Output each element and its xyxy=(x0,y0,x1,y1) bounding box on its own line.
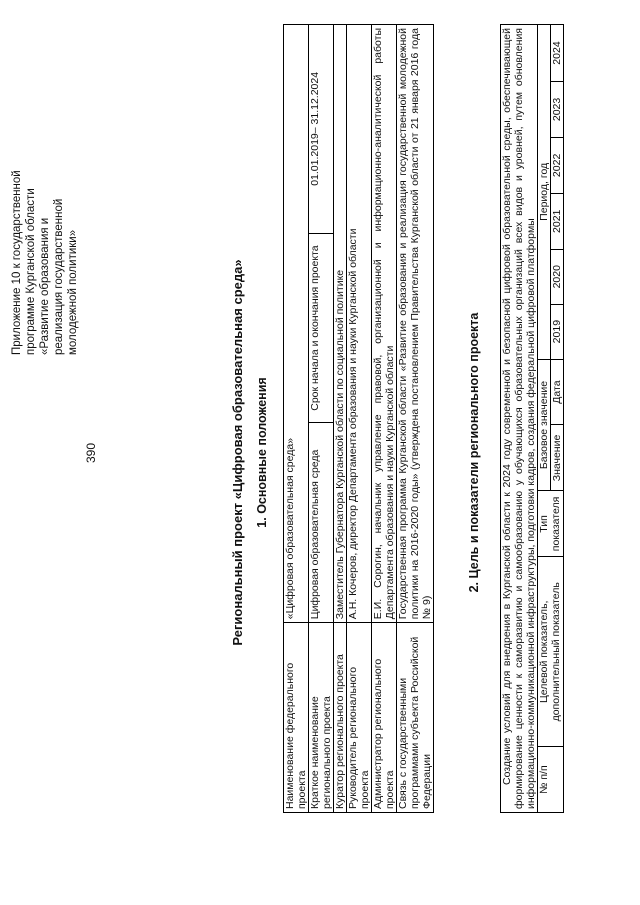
table-row xyxy=(309,25,334,813)
header-type: Тип показателя xyxy=(538,491,564,557)
header-row xyxy=(538,25,551,813)
appendix-note xyxy=(10,100,80,355)
appendix-line: молодежной политики» xyxy=(67,229,79,355)
appendix-line: программе Курганской области xyxy=(25,188,37,355)
header-year: 2021 xyxy=(551,193,564,249)
table-row xyxy=(347,25,372,813)
row-label: Куратор регионального проекта xyxy=(334,623,347,813)
section2-heading: 2. Цель и показатели регионального проекта xyxy=(467,312,481,593)
header-indicator: Целевой показатель, дополнительный показатель xyxy=(538,557,564,747)
table-row xyxy=(334,25,347,813)
header-date: Дата xyxy=(551,359,564,425)
row-label: Руководитель регионального проекта xyxy=(347,623,372,813)
header-num: № п/п xyxy=(538,747,564,813)
row-value: Е.И. Сорогин, начальник управление правовой, организационной и информационно-аналитической работы Департамента образования и науки Курганской области xyxy=(372,25,397,623)
term-value: 01.01.2019– 31.12.2024 xyxy=(309,25,334,234)
indicators-table xyxy=(500,24,564,813)
appendix-line: «Развитие образования и xyxy=(39,217,51,355)
header-value: Значение xyxy=(551,425,564,491)
short-name-value: Цифровая образовательная среда xyxy=(309,423,334,623)
row-label: Краткое наименование регионального проекта xyxy=(309,623,334,813)
row-value: Заместитель Губернатора Курганской области по социальной политике xyxy=(334,25,347,623)
main-provisions-table xyxy=(283,24,434,813)
section1-heading: 1. Основные положения xyxy=(255,377,269,528)
header-year: 2019 xyxy=(551,304,564,359)
header-base: Базовое значение xyxy=(538,359,551,491)
appendix-line: реализация государственной xyxy=(53,198,65,355)
header-year: 2022 xyxy=(551,137,564,193)
row-label: Связь с государственными программами субъекта Российской Федерации xyxy=(397,623,434,813)
row-value: А.Н. Кочеров, директор Департамента образования и науки Курганской области xyxy=(347,25,372,623)
header-year: 2020 xyxy=(551,249,564,304)
goal-row xyxy=(501,25,538,813)
table-row xyxy=(397,25,434,813)
table-row xyxy=(372,25,397,813)
term-label: Срок начала и окончания проекта xyxy=(309,233,334,423)
row-label: Наименование федерального проекта xyxy=(284,623,309,813)
row-label: Администратор регионального проекта xyxy=(372,623,397,813)
row-value: Государственная программа Курганской области «Развитие образования и реализация государственной молодежной политики на 2016-2020 годы» (утверждена постановлением Правительства Курганской области от 21 января 2016 года № 9) xyxy=(397,25,434,623)
row-value: «Цифровая образовательная среда» xyxy=(284,25,309,623)
table-row xyxy=(284,25,309,813)
page-number: 390 xyxy=(84,442,98,463)
header-year: 2024 xyxy=(551,25,564,82)
header-period: Период, год xyxy=(538,25,551,360)
appendix-line: Приложение 10 к государственной xyxy=(11,170,23,355)
header-year: 2023 xyxy=(551,82,564,138)
goal-text: Создание условий для внедрения в Курганской области к 2024 году современной и безопасной цифровой образовательной среды, обеспечивающей формирование ценности к саморазвитию и самообразованию у обучающихся образовательных организаций всех видов и уровней, путем обновления информационно-коммуникационной инфраструктуры, подготовки кадров, создания федеральной цифровой платформы xyxy=(501,25,538,813)
document-title: Региональный проект «Цифровая образовательная среда» xyxy=(230,259,245,646)
